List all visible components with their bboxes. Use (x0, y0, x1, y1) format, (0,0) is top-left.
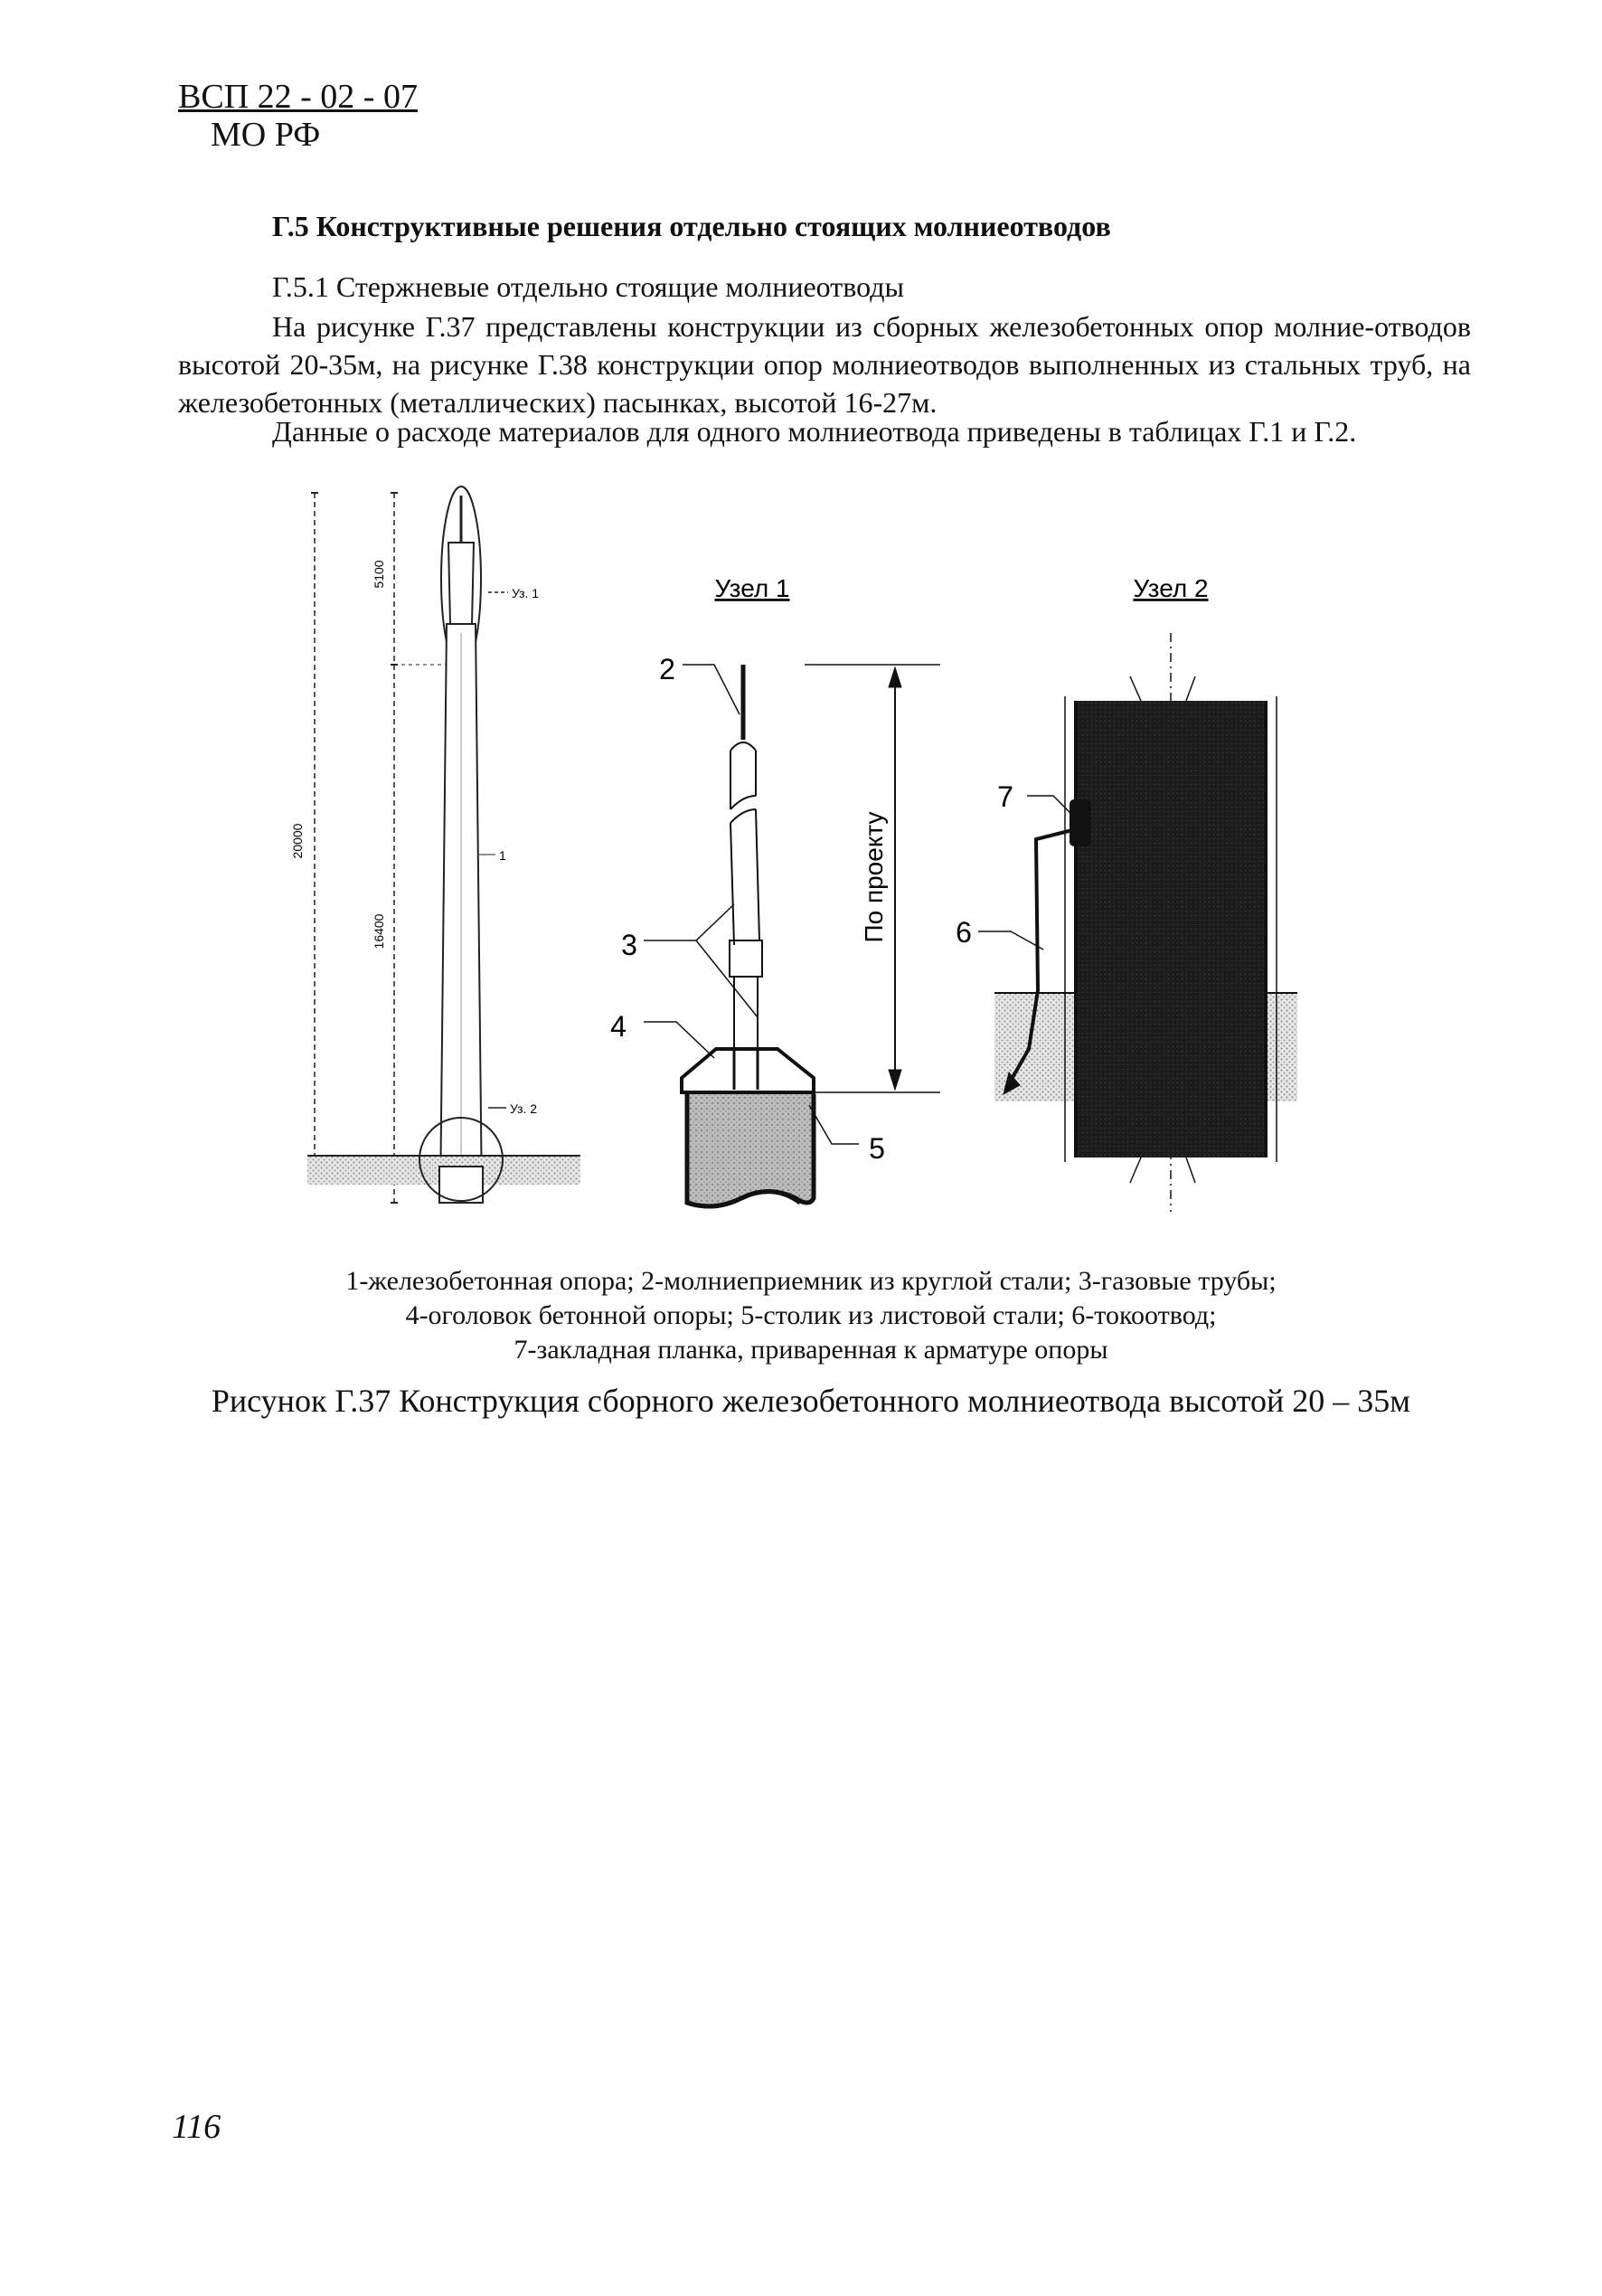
node1-label-3: 3 (621, 929, 637, 961)
node1-label-4: 4 (610, 1010, 627, 1043)
doc-org: МО РФ (211, 116, 321, 154)
node1-label-2: 2 (659, 653, 675, 685)
paragraph-3: Данные о расходе материалов для одного молниеотвода приведены в таблицах Г.1 и Г.2. (272, 415, 1357, 448)
doc-code: ВСП 22 - 02 - 07 (178, 78, 418, 116)
legend-line: 4-оголовок бетонной опоры; 5-столик из листовой стали; 6-токоотвод; (405, 1300, 1217, 1330)
position-1-label: 1 (499, 848, 506, 863)
elevation-view (307, 487, 580, 1203)
legend-line: 7-закладная планка, приваренная к арматуре опоры (514, 1335, 1108, 1365)
page-number: 116 (172, 2108, 221, 2146)
dim-total-label: 20000 (290, 823, 305, 859)
node1-title: Узел 1 (714, 574, 790, 602)
figure-legend (178, 1264, 1444, 1367)
node2-ref: Уз. 2 (510, 1101, 538, 1116)
node1-ref: Уз. 1 (512, 586, 540, 600)
legend-line: 1-железобетонная опора; 2-молниеприемник из круглой стали; 3-газовые трубы; (345, 1266, 1277, 1296)
node2-drawing (978, 633, 1297, 1212)
node1-dim-label: По проекту (860, 811, 888, 943)
node2-label-6: 6 (956, 916, 972, 949)
node1-label-5: 5 (869, 1132, 885, 1165)
dim-bottom-label: 16400 (372, 913, 386, 950)
node2-title: Узел 2 (1133, 574, 1209, 602)
dim-top-label: 5100 (372, 560, 386, 589)
figure-caption: Рисунок Г.37 Конструкция сборного железобетонного молниеотвода высотой 20 – 35м (211, 1383, 1411, 1419)
paragraph-1: Г.5.1 Стержневые отдельно стоящие молниеотводы (272, 270, 904, 303)
paragraph-2: На рисунке Г.37 представлены конструкции из сборных железобетонных опор молние-отводов высотой 20-35м, на рисунке Г.38 конструкции опор молниеотводов выполненных из стальных труб, на железобетонных (металлических) пасынках, высотой 16-27м. (178, 310, 1471, 419)
section-title: Г.5 Конструктивные решения отдельно стоящих молниеотводов (272, 210, 1111, 242)
node2-label-7: 7 (997, 780, 1013, 813)
node1-drawing (644, 665, 940, 1206)
